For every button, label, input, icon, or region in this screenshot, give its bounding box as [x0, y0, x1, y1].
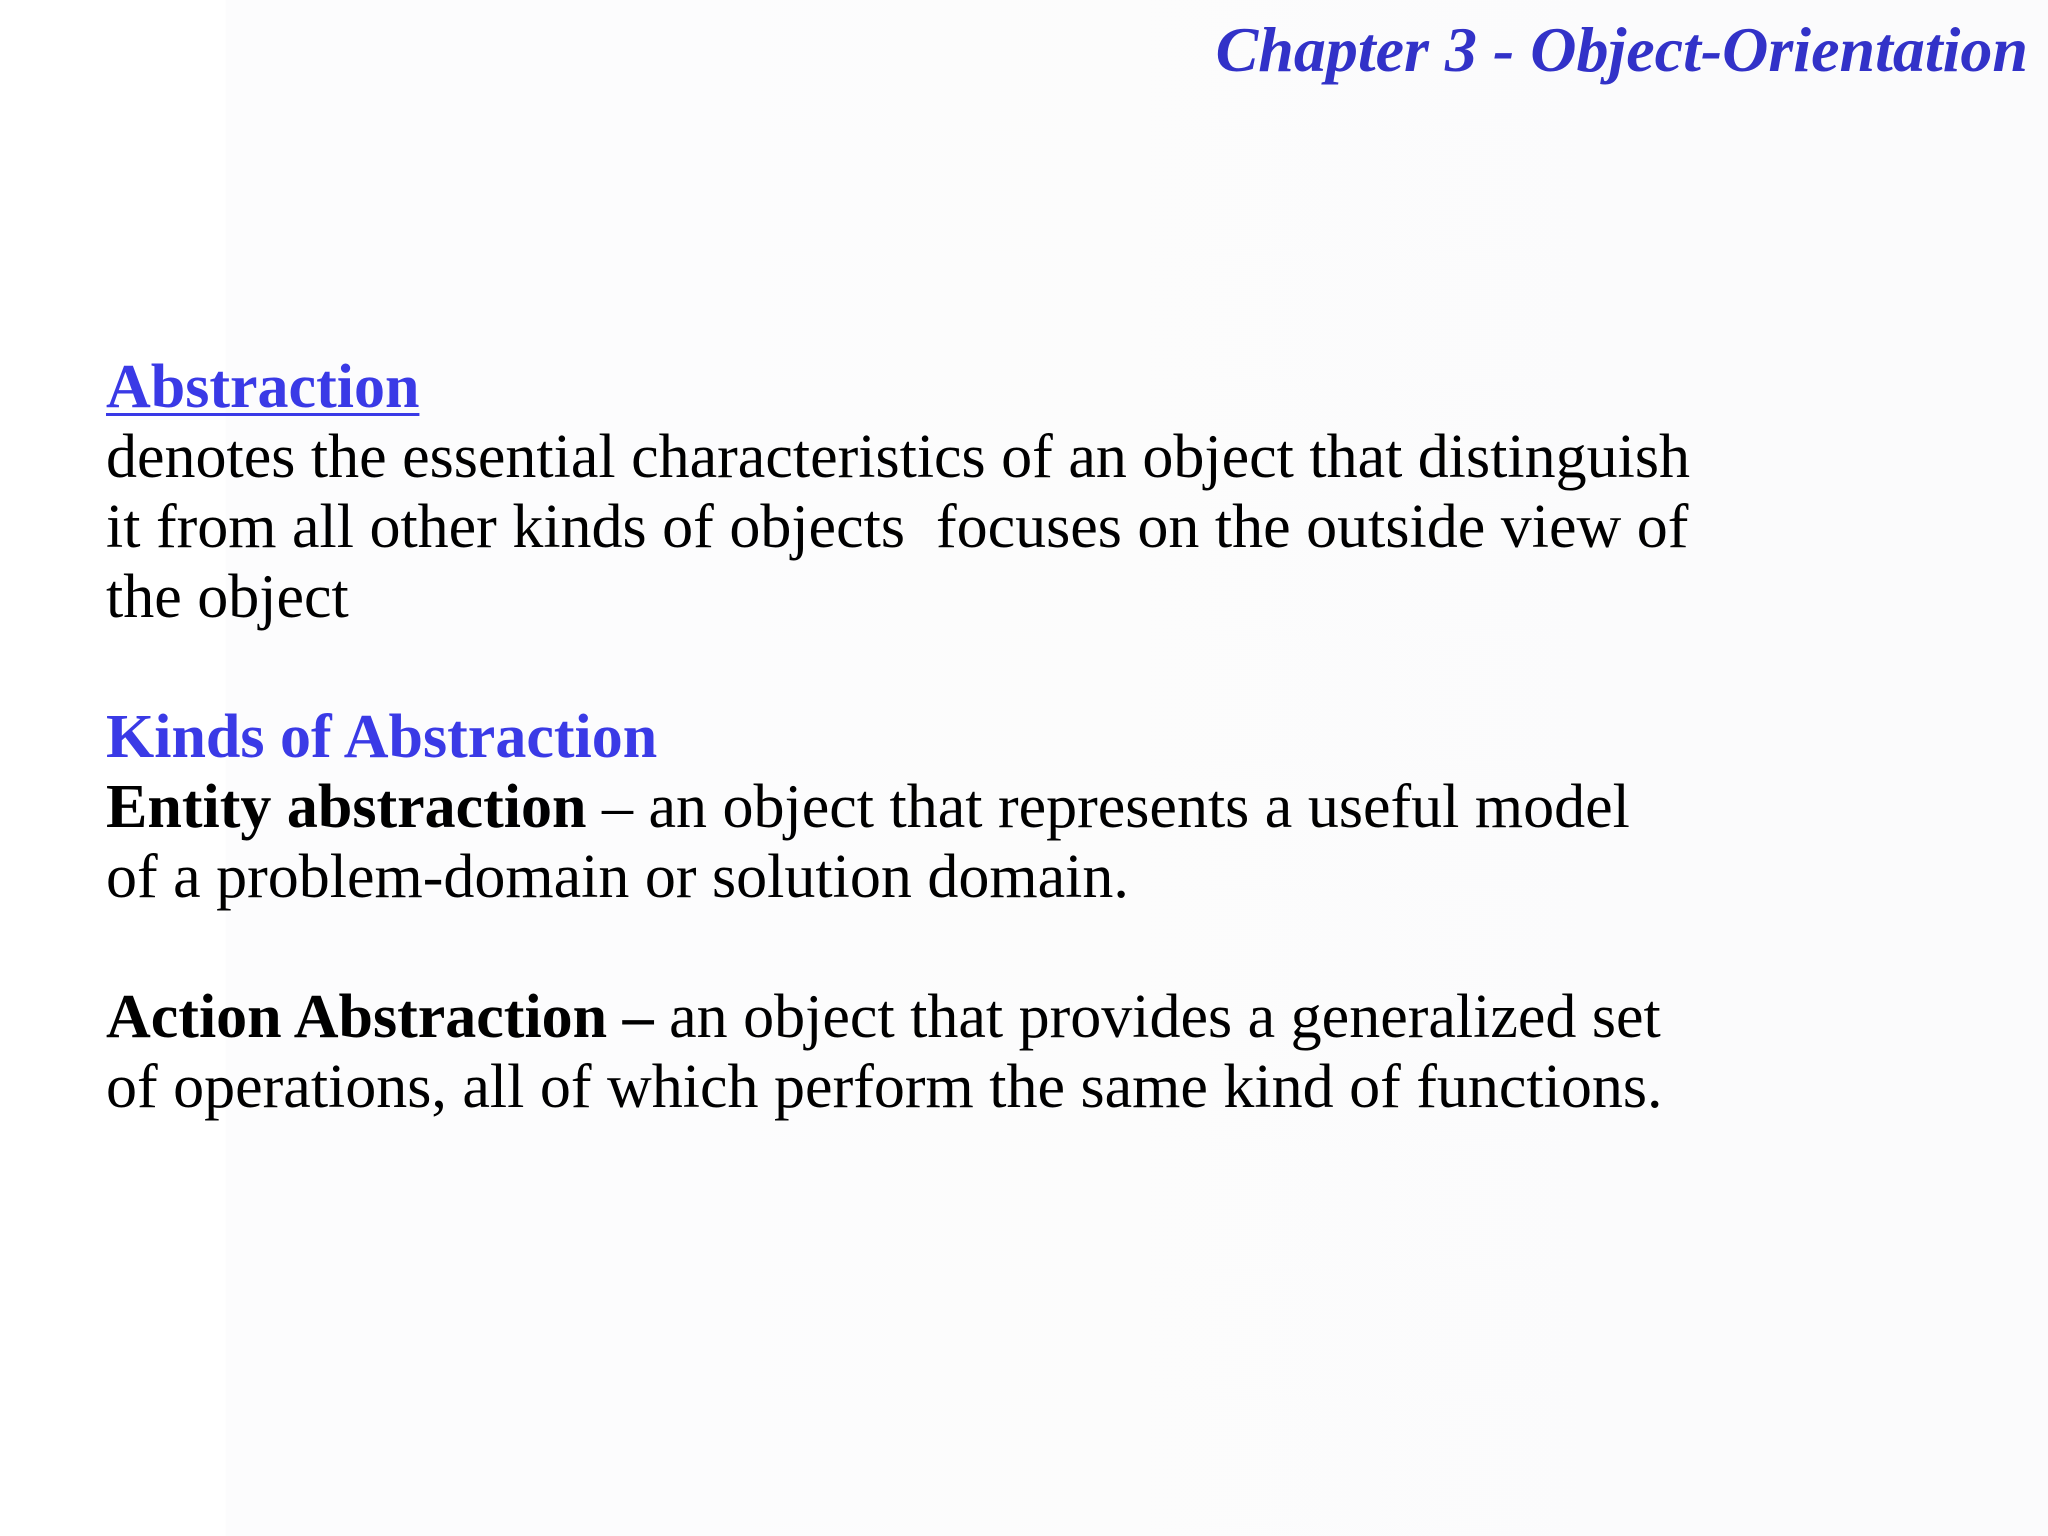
abstraction-heading[interactable]: Abstraction — [106, 353, 420, 421]
chapter-title: Chapter 3 - Object-Orientation — [1215, 14, 2028, 85]
abstraction-definition-line-3: the object — [106, 563, 349, 631]
action-abstraction-term: Action Abstraction – — [106, 983, 654, 1051]
action-abstraction-line-1 — [106, 982, 1986, 1052]
action-abstraction-line-2: of operations, all of which perform the same kind of functions. — [106, 1053, 1663, 1121]
spacer — [106, 632, 1986, 702]
entity-abstraction-term: Entity abstraction — [106, 773, 587, 841]
spacer — [106, 912, 1986, 982]
entity-abstraction-line-1 — [106, 772, 1986, 842]
abstraction-definition-line-1: denotes the essential characteristics of an object that distinguish — [106, 423, 1690, 491]
slide-content — [106, 352, 1986, 1122]
action-abstraction-description: an object that provides a generalized set — [653, 983, 1661, 1051]
entity-abstraction-line-2: of a problem-domain or solution domain. — [106, 843, 1129, 911]
abstraction-definition-line-2: it from all other kinds of objects focuses on the outside view of — [106, 493, 1689, 561]
entity-abstraction-description: – an object that represents a useful model — [586, 773, 1630, 841]
kinds-of-abstraction-heading: Kinds of Abstraction — [106, 703, 658, 771]
